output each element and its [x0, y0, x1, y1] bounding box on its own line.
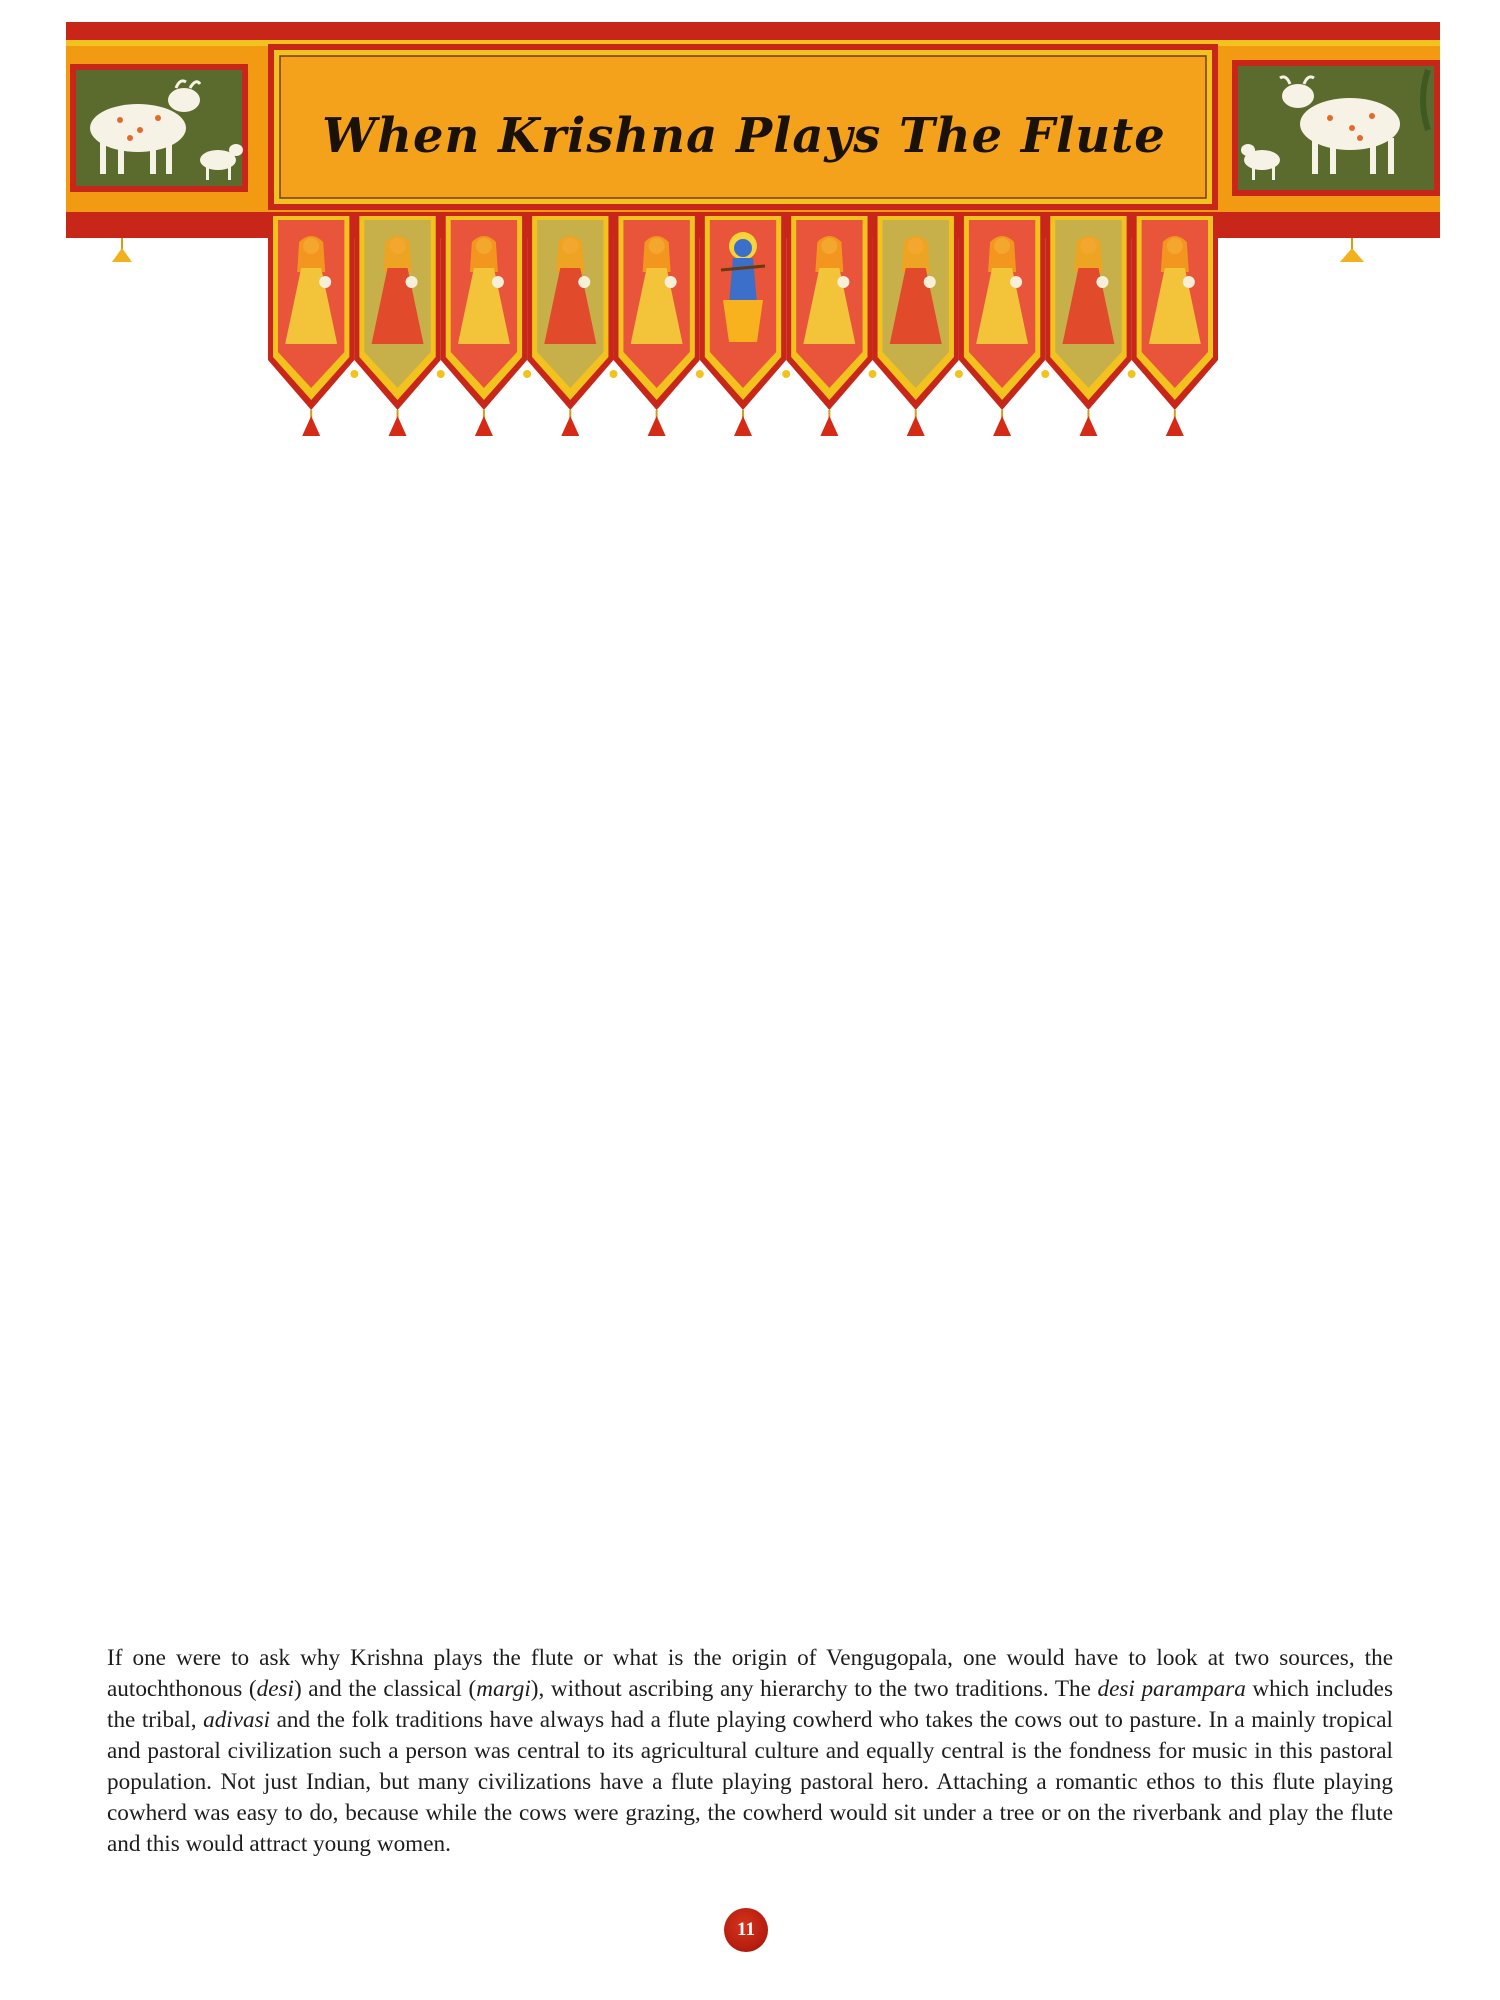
bead — [696, 370, 704, 378]
krishna-dhoti — [723, 300, 763, 342]
body-italic-term: desi — [256, 1676, 294, 1703]
gopi-veil — [470, 236, 498, 272]
bead — [955, 370, 963, 378]
body-italic-term: margi — [476, 1676, 531, 1703]
gopi-hand-object — [492, 276, 504, 288]
gopi-hand-object — [319, 276, 331, 288]
bead — [437, 370, 445, 378]
gopi-veil — [297, 236, 325, 272]
tassel — [820, 416, 838, 436]
body-paragraph — [107, 1643, 1393, 1860]
tassel — [648, 416, 666, 436]
body-italic-term: adivasi — [203, 1707, 271, 1734]
gopi-veil — [902, 236, 930, 272]
tassel — [993, 416, 1011, 436]
bead — [350, 370, 358, 378]
left-cow-panel — [70, 64, 248, 192]
bead — [869, 370, 877, 378]
body-text-segment: which includes the tribal, — [107, 1676, 1393, 1734]
banner-illustration — [0, 0, 1500, 460]
gopi-veil — [556, 236, 584, 272]
krishna-head — [734, 239, 752, 257]
banner-top-band — [66, 22, 1440, 40]
tassel — [561, 416, 579, 436]
gopi-hand-object — [837, 276, 849, 288]
tassel — [907, 416, 925, 436]
gopi-veil — [1074, 236, 1102, 272]
gopi-hand-object — [578, 276, 590, 288]
gopi-veil — [1161, 236, 1189, 272]
right-cow-panel — [1232, 60, 1440, 196]
tassel — [734, 416, 752, 436]
gopi-hand-object — [1096, 276, 1108, 288]
gopi-veil — [988, 236, 1016, 272]
body-text-segment: ), without ascribing any hierarchy to the two traditions. The — [530, 1676, 1098, 1703]
gopi-hand-object — [406, 276, 418, 288]
gopi-hand-object — [1010, 276, 1022, 288]
tassel — [302, 416, 320, 436]
page-title: When Krishna Plays The Flute — [322, 108, 1166, 164]
gopi-hand-object — [924, 276, 936, 288]
tassel — [1166, 416, 1184, 436]
krishna-body — [729, 258, 757, 304]
bead — [609, 370, 617, 378]
bead — [1041, 370, 1049, 378]
tassel — [389, 416, 407, 436]
toran-banner — [0, 0, 1500, 460]
gopi-veil — [643, 236, 671, 272]
body-text-segment: If one were to ask why Krishna plays the flute or what is the origin of Vengugopala, one would have to look at two sources, the autochthonous ( — [107, 1645, 1393, 1703]
tassel — [475, 416, 493, 436]
body-text-segment: and the folk traditions have always had a flute playing cowherd who takes the cows out to pasture. In a mainly tropical and pastoral civilization such a person was central to its agricultural culture and equally central is the fondness for music in this pastoral population. Not just Indian, but many civilizations have a flute playing pastoral hero. Attaching a romantic ethos to this flute playing cowherd was easy to do, because while the cows were grazing, the cowherd would sit under a tree or on the riverbank and play the flute and this would attract young women. — [107, 1707, 1393, 1858]
gopi-hand-object — [665, 276, 677, 288]
body-text-segment: ) and the classical ( — [293, 1676, 477, 1703]
body-italic-term: desi parampara — [1097, 1676, 1246, 1703]
gopi-hand-object — [1183, 276, 1195, 288]
bead — [523, 370, 531, 378]
pennant-row — [268, 212, 1218, 436]
gopi-veil — [384, 236, 412, 272]
tassel — [1079, 416, 1097, 436]
page-number: 11 — [724, 1908, 768, 1952]
bead — [782, 370, 790, 378]
gopi-veil — [815, 236, 843, 272]
bead — [1128, 370, 1136, 378]
